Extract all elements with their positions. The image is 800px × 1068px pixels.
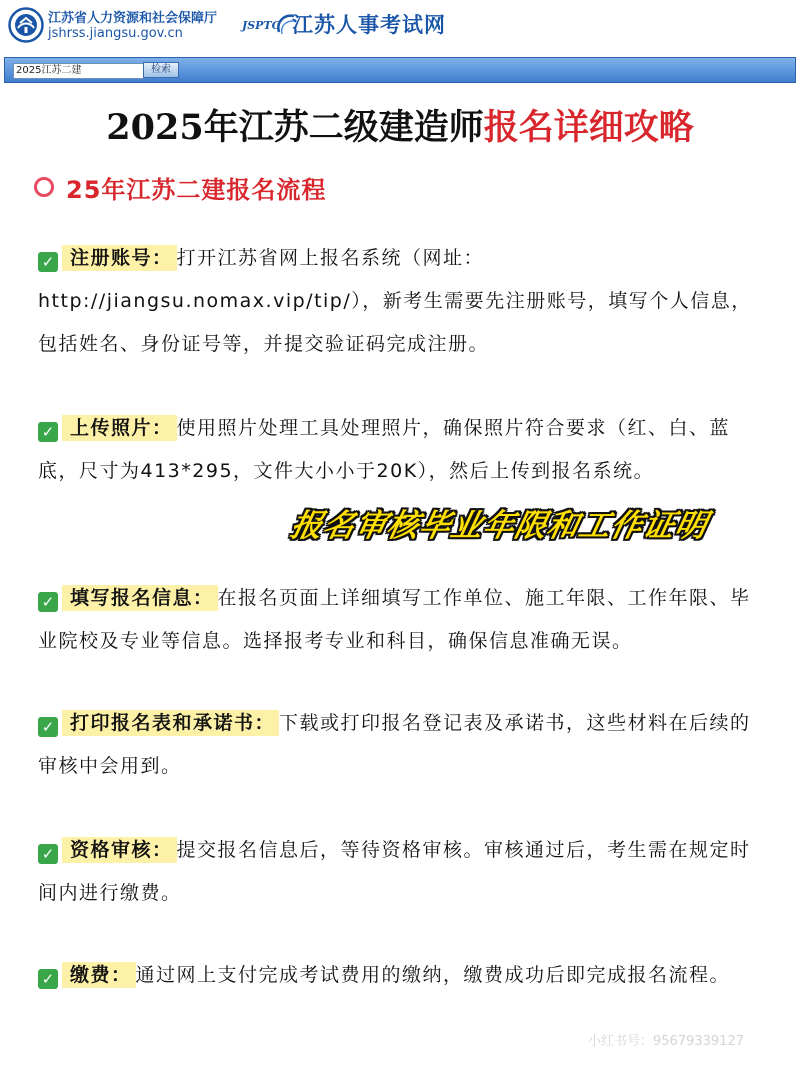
check-icon: ✓ xyxy=(38,592,58,612)
check-icon: ✓ xyxy=(38,844,58,864)
section-title: 25年江苏二建报名流程 xyxy=(66,175,327,204)
step-text: 通过网上支付完成考试费用的缴纳，缴费成功后即完成报名流程。 xyxy=(135,964,731,986)
check-icon: ✓ xyxy=(38,717,58,737)
site-name: 江苏人事考试网 xyxy=(292,12,446,37)
search-input[interactable] xyxy=(13,63,145,79)
check-icon: ✓ xyxy=(38,252,58,272)
step-label: 打印报名表和承诺书： xyxy=(62,710,279,736)
step-text: 下载或打印报名登记表及承诺书，这些材料在后续的审核中会用到。 xyxy=(38,712,751,777)
site-header xyxy=(0,0,800,55)
step-text: 在报名页面上详细填写工作单位、施工年限、工作年限、毕业院校及专业等信息。选择报考专业和科目，确保信息准确无误。 xyxy=(38,587,751,652)
step-text: 使用照片处理工具处理照片，确保照片符合要求（红、白、蓝底，尺寸为413*295，文件大小小于20K），然后上传到报名系统。 xyxy=(38,417,731,482)
step-qualification-review xyxy=(38,829,760,915)
jsptc-mark: JSPTC xyxy=(242,19,281,32)
hrss-emblem-icon xyxy=(8,7,44,43)
step-payment xyxy=(38,954,760,997)
search-bar xyxy=(4,57,796,83)
title-black-part: 2025年江苏二级建造师 xyxy=(106,107,484,148)
org-url[interactable]: jshrss.jiangsu.gov.cn xyxy=(48,26,183,41)
step-label: 缴费： xyxy=(62,962,136,988)
step-register xyxy=(38,237,760,366)
step-label: 注册账号： xyxy=(62,245,177,271)
watermark: 小红书号：95679339127 xyxy=(588,1034,744,1049)
step-label: 资格审核： xyxy=(62,837,177,863)
step-label: 上传照片： xyxy=(62,415,177,441)
step-text: 打开江苏省网上报名系统（网址：http://jiangsu.nomax.vip/tip/），新考生需要先注册账号，填写个人信息，包括姓名、身份证号等，并提交验证码完成注册。 xyxy=(38,247,752,355)
title-red-part: 报名详细攻略 xyxy=(483,107,694,148)
page-title xyxy=(0,100,800,156)
search-button[interactable]: 检索 xyxy=(143,62,179,78)
org-name: 江苏省人力资源和社会保障厅 xyxy=(48,11,218,26)
step-upload-photo xyxy=(38,407,760,493)
step-label: 填写报名信息： xyxy=(62,585,218,611)
check-icon: ✓ xyxy=(38,422,58,442)
ring-bullet-icon xyxy=(34,177,54,197)
check-icon: ✓ xyxy=(38,969,58,989)
overlay-caption: 报名审核毕业年限和工作证明 xyxy=(287,508,712,544)
step-fill-info xyxy=(38,577,760,663)
section-heading xyxy=(34,169,326,205)
step-print-forms xyxy=(38,702,760,788)
step-text: 提交报名信息后，等待资格审核。审核通过后，考生需在规定时间内进行缴费。 xyxy=(38,839,751,904)
